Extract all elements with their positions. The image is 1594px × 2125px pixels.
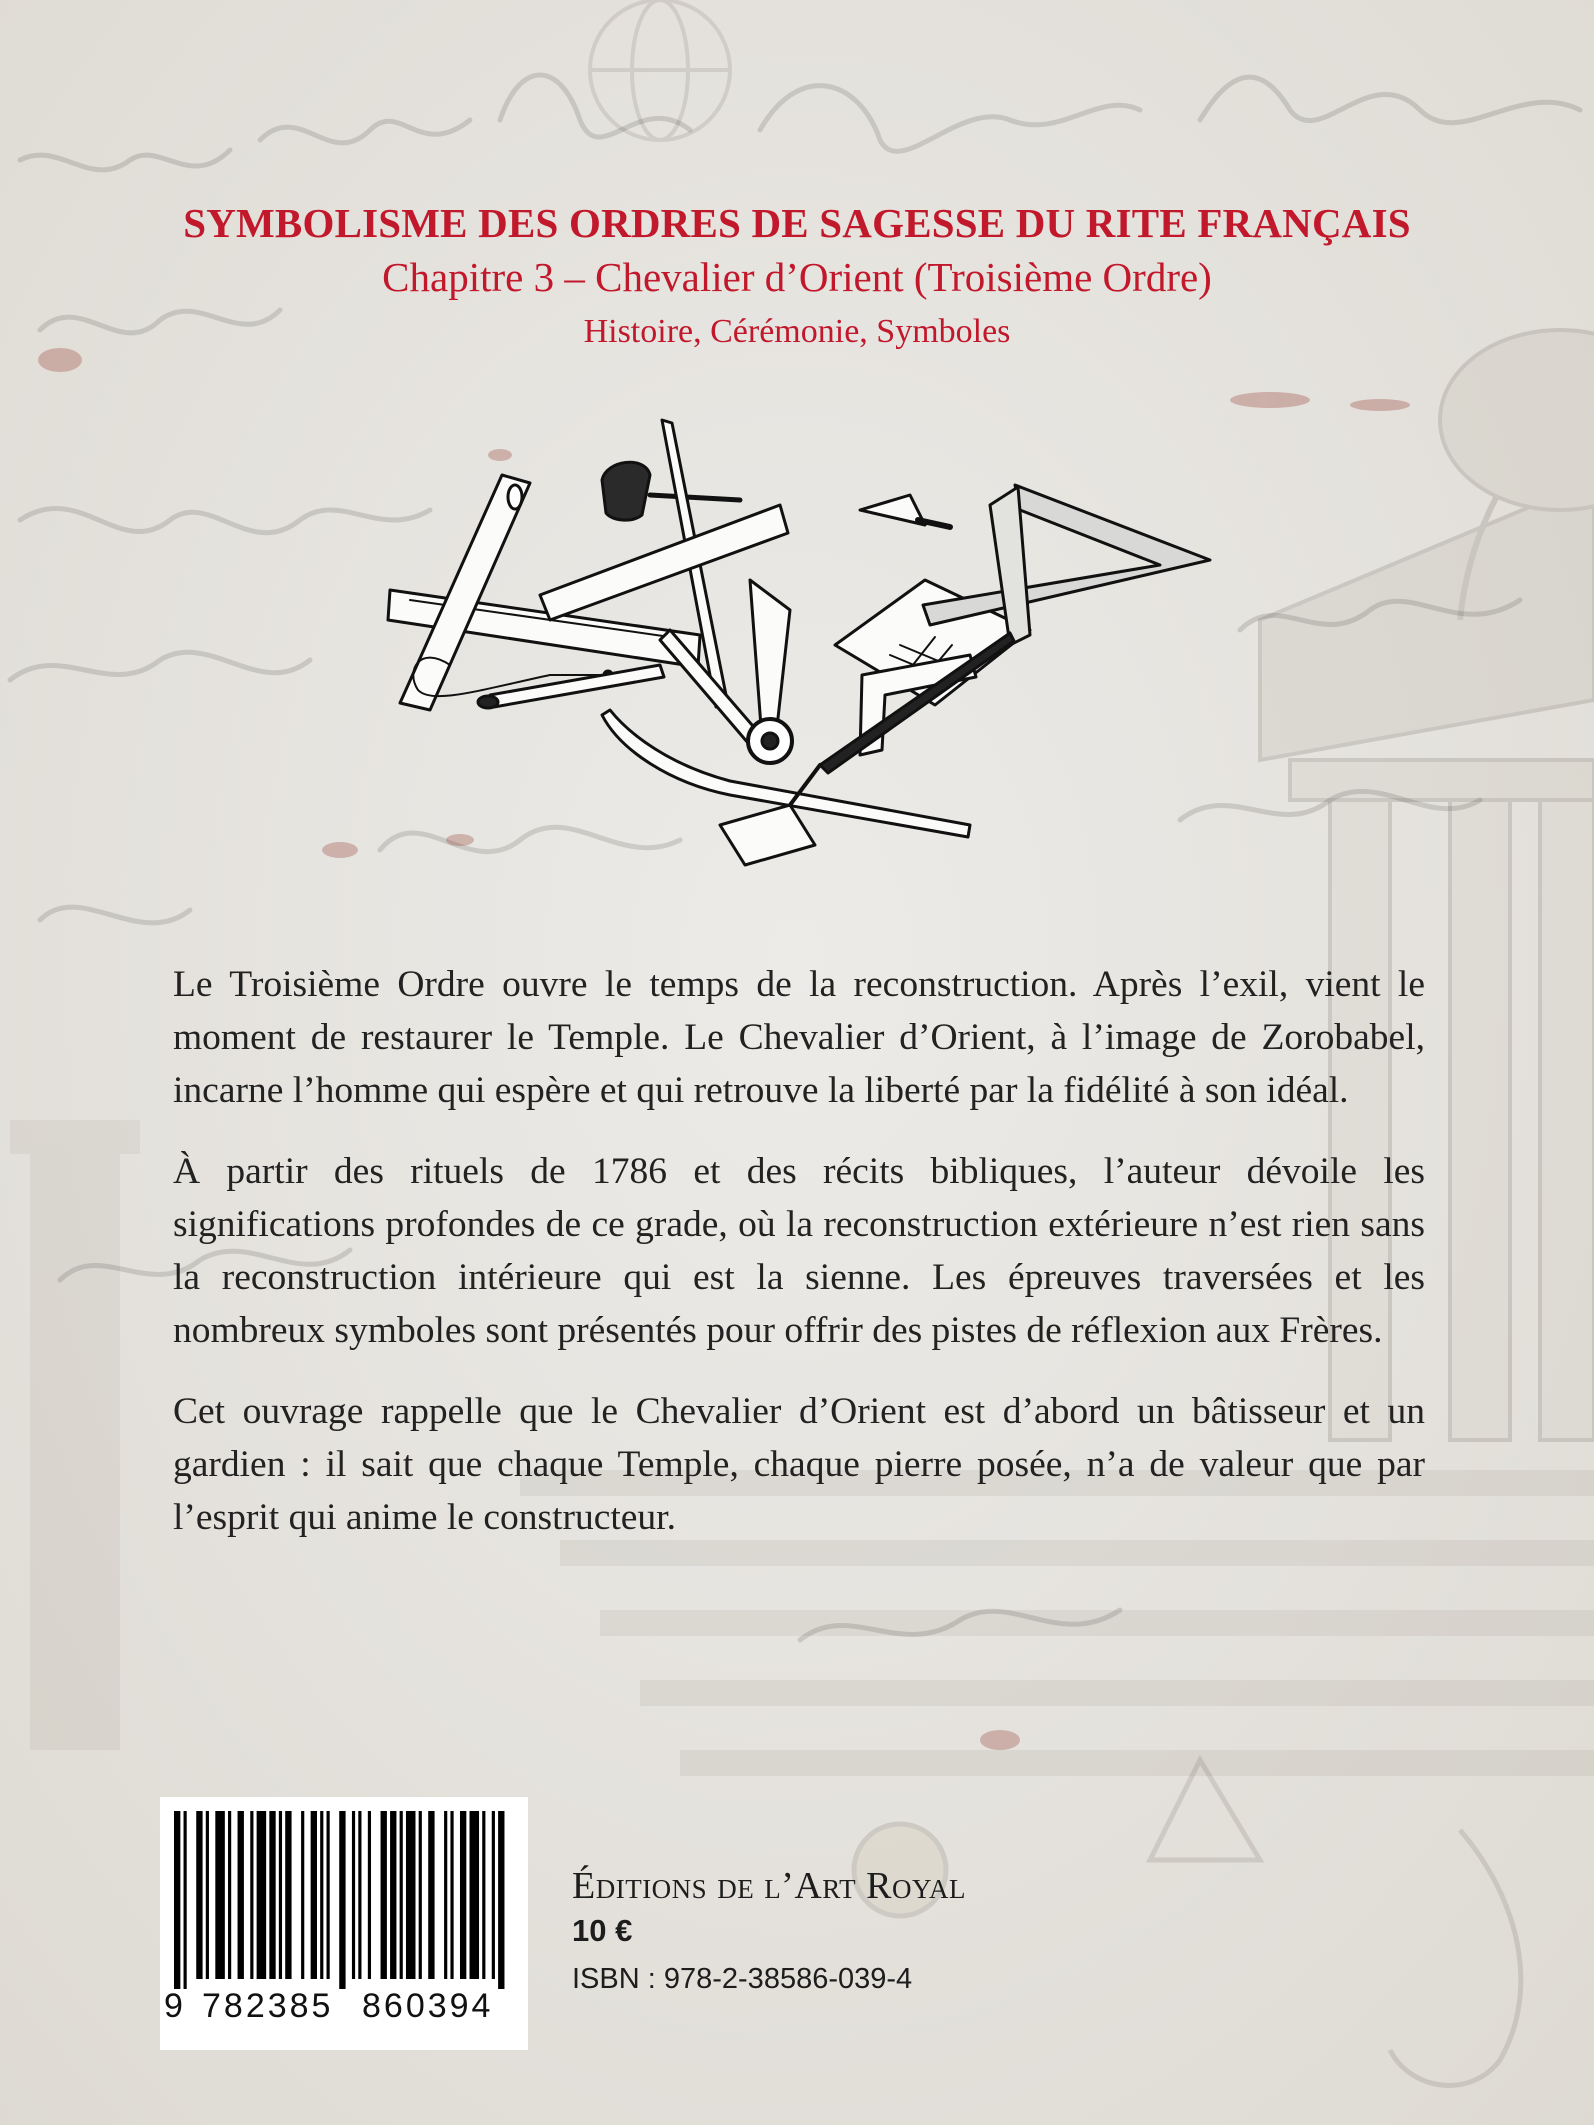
barcode-bar xyxy=(301,1811,304,1979)
paragraph-2: À partir des rituels de 1786 et des récits bibliques, l’auteur dévoile les significations profondes de ce grade, où la reconstruction extérieure n’est rien sans la reconstruction intérieure qui est la sienne. Les épreuves traversées et les nombreux symboles sont présentés pour offrir des pistes de réflexion aux Frères. xyxy=(173,1151,1425,1351)
barcode-bar xyxy=(279,1811,282,1979)
barcode-bar xyxy=(320,1811,323,1979)
barcode-bar xyxy=(381,1811,387,1979)
barcode-bar xyxy=(428,1811,434,1979)
barcode-bar xyxy=(257,1811,267,1979)
barcode-bar xyxy=(228,1811,231,1979)
barcode-bar xyxy=(215,1811,225,1979)
barcode-bar xyxy=(498,1811,504,1989)
barcode xyxy=(160,1797,528,2050)
barcode-bar xyxy=(406,1811,416,1979)
barcode-bar xyxy=(238,1811,244,1979)
masonic-tools-icon xyxy=(370,405,1230,885)
title-block xyxy=(0,198,1594,354)
barcode-bar xyxy=(196,1811,202,1979)
barcode-bar xyxy=(184,1811,187,1989)
barcode-bar xyxy=(250,1811,253,1979)
barcode-bar xyxy=(482,1811,485,1979)
barcode-bar xyxy=(311,1811,317,1979)
barcode-bar xyxy=(460,1811,466,1979)
back-cover-text xyxy=(173,958,1425,1572)
barcode-digit-prefix: 9 xyxy=(164,1987,183,2025)
barcode-bar xyxy=(400,1811,403,1979)
isbn: ISBN : 978-2-38586-039-4 xyxy=(572,1963,913,1995)
barcode-bar xyxy=(444,1811,447,1979)
series-title: SYMBOLISME DES ORDRES DE SAGESSE DU RITE FRANÇAIS xyxy=(183,200,1411,246)
barcode-bar xyxy=(390,1811,396,1979)
chapter-title: Chapitre 3 – Chevalier d’Orient (Troisième Ordre) xyxy=(382,254,1212,300)
barcode-bar xyxy=(492,1811,495,1979)
barcode-bar xyxy=(327,1811,330,1979)
paragraph-1: Le Troisième Ordre ouvre le temps de la reconstruction. Après l’exil, vient le moment de restaurer le Temple. Le Chevalier d’Orient, à l’image de Zorobabel, incarne l’homme qui espère et qui retrouve la liberté par la fidélité à son idéal. xyxy=(173,964,1425,1111)
barcode-bar xyxy=(419,1811,422,1979)
barcode-bar xyxy=(368,1811,371,1979)
publisher-name: Éditions de l’Art Royal xyxy=(572,1865,967,1907)
barcode-bar xyxy=(352,1811,355,1979)
barcode-bar xyxy=(269,1811,275,1979)
barcode-digits-right: 860394 xyxy=(362,1987,494,2025)
subtitle: Histoire, Cérémonie, Symboles xyxy=(583,313,1011,350)
barcode-bar xyxy=(470,1811,480,1979)
publisher-block xyxy=(572,1862,966,2006)
paragraph-3: Cet ouvrage rappelle que le Chevalier d’Orient est d’abord un bâtisseur et un gardien : il sait que chaque Temple, chaque pierre posée, n’a de valeur que par l’esprit qui anime le constructeur. xyxy=(173,1391,1425,1538)
barcode-bar xyxy=(450,1811,453,1979)
price: 10 € xyxy=(572,1913,633,1948)
barcode-bar xyxy=(285,1811,291,1979)
barcode-bar xyxy=(206,1811,209,1979)
barcode-bars xyxy=(174,1811,514,1989)
barcode-bar xyxy=(339,1811,345,1989)
barcode-bar xyxy=(174,1811,180,1989)
barcode-bar xyxy=(358,1811,361,1979)
barcode-digits-left: 782385 xyxy=(202,1987,334,2025)
